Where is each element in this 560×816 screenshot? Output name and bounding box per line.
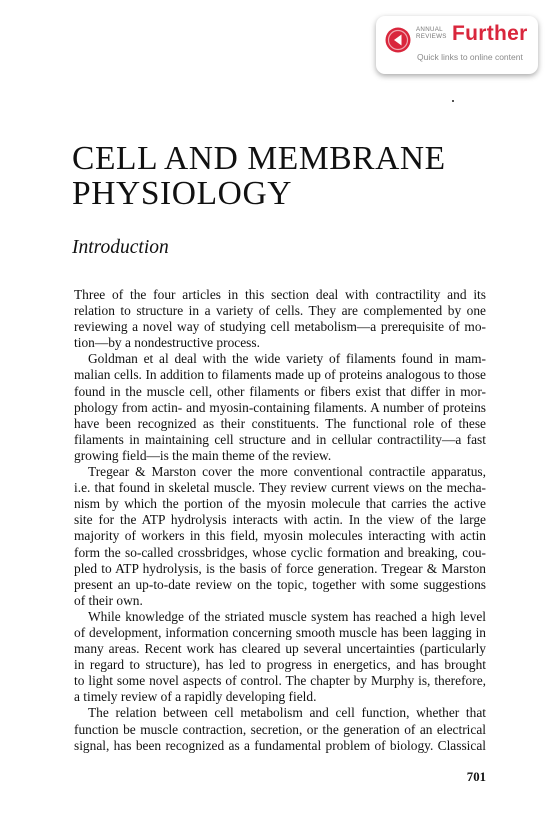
body-line: have been recognized as their constituents. The functional role of these (74, 415, 486, 431)
body-line: phology from actin- and myosin-containing filaments. A number of proteins (74, 399, 486, 415)
body-line: i.e. that found in skeletal muscle. They review current views on the mecha- (74, 480, 486, 496)
title-line: CELL AND MEMBRANE (72, 140, 446, 177)
quick-links-subtitle: Quick links to online content (417, 52, 523, 62)
body-line: relation to structure in a variety of cells. They are complemented by one (74, 303, 486, 319)
body-line: pled to ATP hydrolysis, is the basis of force generation. Tregear & Marston (74, 560, 486, 576)
body-line: majority of workers in this field, myosin molecules interacting with actin (74, 528, 486, 544)
body-text (74, 287, 486, 754)
section-heading: Introduction (72, 237, 169, 258)
chapter-title (72, 141, 446, 211)
body-line: in regard to structure), has led to progress in energetics, and has brought (74, 657, 486, 673)
speaker-play-icon (385, 27, 411, 53)
ink-speck (452, 100, 454, 102)
brand-line-2: REVIEWS (416, 32, 447, 40)
body-line: site for the ATP hydrolysis interacts with actin. In the view of the large (74, 512, 486, 528)
body-line: many areas. Recent work has cleared up several uncertainties (particularly (74, 641, 486, 657)
annual-reviews-brand (416, 27, 447, 40)
body-line: Three of the four articles in this section deal with contractility and its (74, 287, 486, 302)
body-line: tion—by a nondestructive process. (74, 335, 260, 351)
further-reviews-badge[interactable] (376, 16, 538, 74)
body-line: nism by which the portion of the myosin molecule that carries the active (74, 496, 486, 512)
body-line: a timely review of a rapidly developing field. (74, 689, 317, 705)
brand-line-1: ANNUAL (416, 26, 443, 33)
body-line: form the so-called crossbridges, whose cyclic formation and breaking, cou- (74, 544, 486, 560)
body-line: found in the muscle cell, other filaments or fibers exist that differ in mor- (74, 383, 486, 399)
body-line: signal, has been recognized as a fundamental problem of biology. Classical (74, 737, 486, 753)
body-line: Tregear & Marston cover the more conventional contractile apparatus, (88, 464, 486, 480)
body-line: While knowledge of the striated muscle system has reached a high level (88, 608, 486, 624)
body-line: malian cells. In addition to filaments made up of proteins analogous to those (74, 367, 486, 383)
body-line: of their own. (74, 592, 143, 608)
further-label: Further (452, 22, 528, 45)
body-line: of development, information concerning smooth muscle has been lagging in (74, 624, 486, 640)
body-line: filaments in maintaining cell structure and in cellular contractility—a fast (74, 431, 486, 447)
body-line: The relation between cell metabolism and cell function, whether that (88, 705, 486, 721)
body-line: present an up-to-date review on the topic, together with some suggestions (74, 576, 486, 592)
body-line: to light some novel aspects of control. The chapter by Murphy is, therefore, (74, 673, 486, 689)
body-line: function be muscle contraction, secretion, or the generation of an electrical (74, 721, 486, 737)
body-line: reviewing a novel way of studying cell metabolism—a prerequisite of mo- (74, 319, 486, 335)
body-line: growing field—is the main theme of the review. (74, 447, 332, 463)
title-line: PHYSIOLOGY (72, 175, 293, 212)
page-number: 701 (466, 770, 486, 784)
body-line: Goldman et al deal with the wide variety of filaments found in mam- (88, 351, 486, 367)
